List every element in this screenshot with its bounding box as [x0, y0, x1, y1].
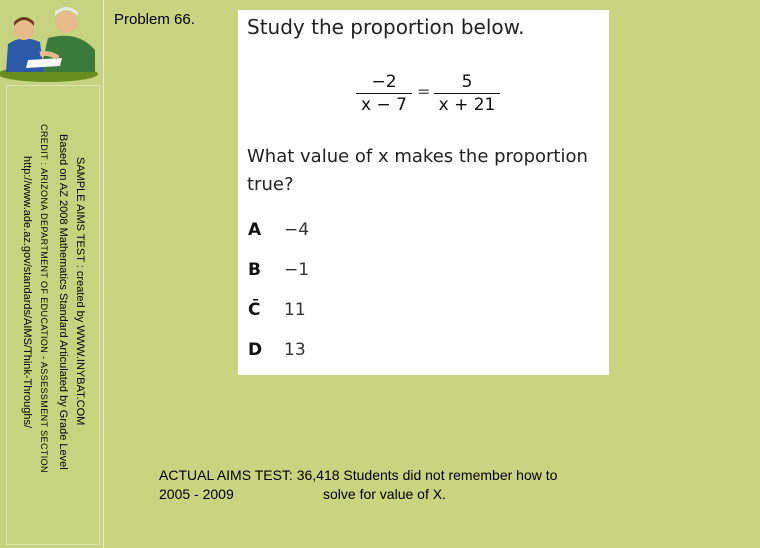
right-fraction-bar: [434, 93, 500, 94]
equals-sign: =: [417, 82, 431, 101]
sidebar-url: http://www.ade.az.gov/standards/AIMS/Think-Throughs/: [21, 156, 33, 429]
option-value: 11: [284, 300, 306, 320]
right-numerator: 5: [461, 72, 473, 92]
question-text: What value of x makes the proportion true?: [247, 146, 588, 195]
footer-stat-line: ACTUAL AIMS TEST: 36,418 Students did not remember how to: [159, 467, 558, 483]
question-card: [238, 10, 609, 375]
footer-years: 2005 - 2009: [159, 486, 234, 502]
teacher-student-clipart: [0, 0, 103, 85]
option-a[interactable]: [248, 220, 309, 240]
option-value: −4: [284, 220, 310, 240]
option-letter: B: [248, 260, 261, 280]
option-letter: D: [248, 340, 263, 360]
sidebar-credit-panel: [6, 85, 100, 545]
sidebar-created-by: SAMPLE AIMS TEST : created by WWW.INYBAT.COM: [74, 157, 86, 426]
footer-note: [159, 466, 557, 504]
right-denominator: x + 21: [438, 95, 496, 115]
question-heading: Study the proportion below.: [247, 15, 525, 39]
option-value: 13: [284, 340, 306, 360]
left-numerator: −2: [371, 72, 397, 92]
sidebar-standard-note: Based on AZ 2008 Mathematics Standard Articulated by Grade Level: [57, 134, 69, 470]
left-denominator: x − 7: [361, 95, 407, 115]
option-letter: A: [248, 220, 262, 240]
problem-number: Problem 66.: [114, 11, 195, 28]
right-fraction: [434, 72, 500, 115]
option-d[interactable]: [248, 340, 306, 360]
option-c[interactable]: [248, 300, 306, 320]
option-value: −1: [284, 260, 310, 280]
footer-stat-continuation: solve for value of X.: [323, 486, 446, 502]
option-letter: C̄: [248, 300, 261, 320]
sidebar-credit: CREDIT : ARIZONA DEPARTMENT OF EDUCATION - ASSESSMENT SECTION: [39, 124, 49, 473]
left-fraction: [356, 72, 412, 115]
option-b[interactable]: [248, 260, 309, 280]
left-fraction-bar: [356, 93, 412, 94]
sidebar: [0, 0, 104, 548]
